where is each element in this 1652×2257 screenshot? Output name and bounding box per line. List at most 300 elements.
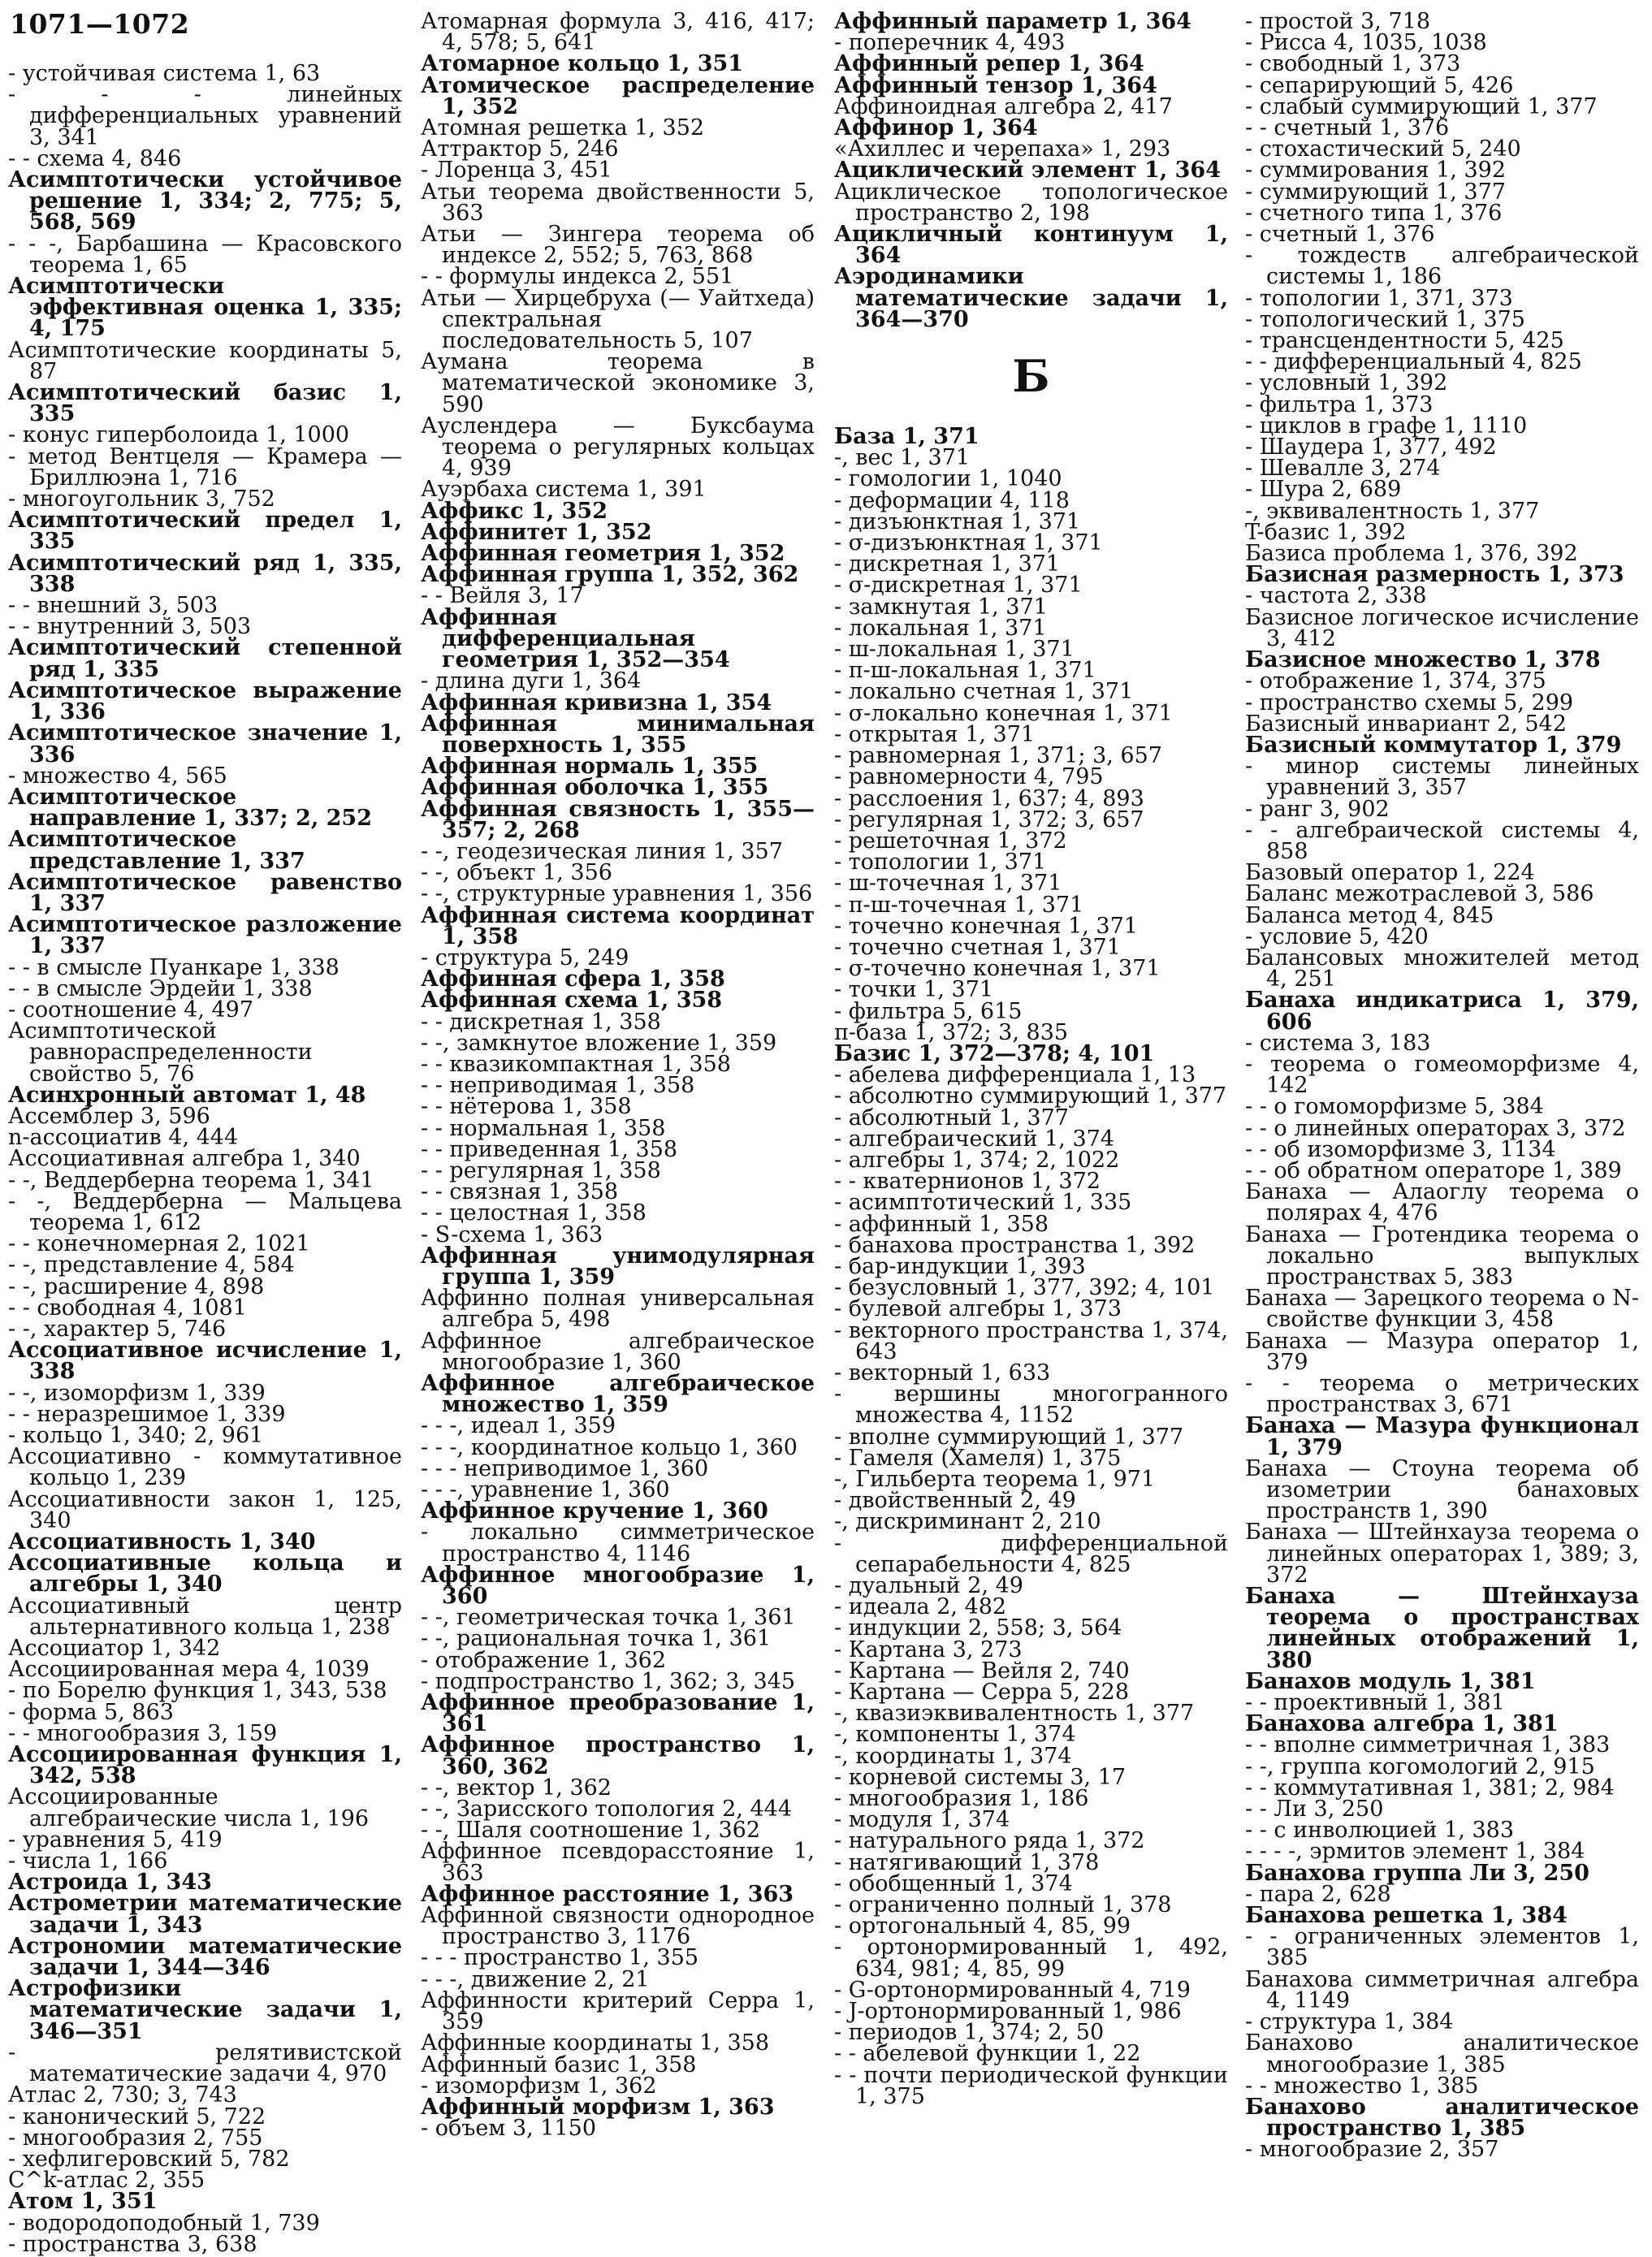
index-headword: Аффинное преобразование 1, 361 [421,1690,815,1737]
index-entry: - - с инволюцией 1, 383 [1245,1818,1515,1844]
index-entry: Ауэрбаха система 1, 391 [421,477,707,503]
index-headword: Базисная размерность 1, 373 [1245,562,1624,588]
index-entry: -, координаты 1, 374 [834,1743,1072,1769]
index-entry: - ш-точечная 1, 371 [834,871,1062,897]
index-entry: Ауслендера — Буксбаума теорема о регулярных кольцах 4, 939 [421,413,815,482]
index-entry: Ассоциативности закон 1, 125, 340 [8,1486,402,1533]
index-headword: Аффинный тензор 1, 364 [834,72,1157,98]
index-entry: - - неприводимая 1, 358 [421,1073,695,1099]
index-entry: - - алгебраической системы 4, 858 [1245,817,1639,864]
index-entry: Ассемблер 3, 596 [8,1103,210,1129]
index-entry: Ассоциированная мера 4, 1039 [8,1657,370,1683]
index-entry: - многообразия 1, 186 [834,1786,1089,1812]
index-entry: - -, объект 1, 356 [421,860,612,886]
index-entry: - - почти периодической функции 1, 375 [834,2062,1228,2109]
index-entry: n-ассоциатив 4, 444 [8,1125,239,1151]
index-entry: - локально счетная 1, 371 [834,679,1134,705]
index-headword: Банаха индикатриса 1, 379, 606 [1245,988,1639,1035]
index-entry: - - коммутативная 1, 381; 2, 984 [1245,1775,1615,1801]
index-entry: - - квазикомпактная 1, 358 [421,1051,731,1077]
index-entry: - -, Веддерберна — Мальцева теорема 1, 612 [8,1188,402,1235]
index-headword: Аффинная унимодулярная группа 1, 359 [421,1243,815,1290]
index-entry: - индукции 2, 558; 3, 564 [834,1615,1122,1641]
index-entry: «Ахиллес и черепаха» 1, 293 [834,136,1171,162]
index-entry: - вершины многогранного множества 4, 1152 [834,1381,1228,1429]
index-entry: Асимптотической равнораспределенности свойство 5, 76 [8,1018,313,1087]
index-entry: - Шура 2, 689 [1245,477,1402,503]
index-entry: - идеала 2, 482 [834,1594,1007,1620]
index-headword: Атом 1, 351 [8,2189,158,2215]
index-entry: - локальная 1, 371 [834,615,1047,641]
index-entry: - - -, Барбашина — Красовского теорема 1, 65 [8,231,402,278]
index-headword: Аффикс 1, 352 [421,498,608,524]
index-entry: - водородоподобный 1, 739 [8,2210,320,2236]
index-entry: Балансовых множителей метод 4, 251 [1245,945,1639,992]
index-entry: - - -, координатное кольцо 1, 360 [421,1434,798,1460]
index-entry: - точечно счетная 1, 371 [834,934,1121,960]
index-entry: - множество 4, 565 [8,763,227,789]
index-entry: - трансцендентности 5, 425 [1245,328,1564,354]
index-entry: - равномерная 1, 371; 3, 657 [834,743,1162,769]
index-entry: Базисное логическое исчисление 3, 412 [1245,604,1639,651]
index-headword: Банаха — Мазура функционал 1, 379 [1245,1413,1639,1460]
index-entry: - двойственный 2, 49 [834,1488,1076,1514]
index-entry: - расслоения 1, 637; 4, 893 [834,785,1144,811]
index-headword: Аффинор 1, 364 [834,115,1038,141]
index-entry: Баланса метод 4, 845 [1245,902,1494,928]
index-entry: Базовый оператор 1, 224 [1245,860,1535,886]
index-entry: - объем 3, 1150 [421,2116,597,2142]
index-entry: - - Вейля 3, 17 [421,583,584,609]
index-headword: Асимптотическое значение 1, 336 [8,720,402,767]
index-headword: Ациклический элемент 1, 364 [834,158,1221,184]
index-entry: - σ-точечно конечная 1, 371 [834,956,1161,982]
index-entry: - - внешний 3, 503 [8,593,218,619]
index-entry: - Картана — Серра 5, 228 [834,1680,1130,1706]
index-headword: Базисный коммутатор 1, 379 [1245,732,1622,758]
index-entry: Атьи теорема двойственности 5, 363 [421,179,815,226]
index-entry: - векторного пространства 1, 374, 643 [834,1317,1228,1364]
index-entry: - многообразие 2, 357 [1245,2137,1499,2163]
index-entry: - -, геодезическая линия 1, 357 [421,838,783,864]
index-entry: - - регулярная 1, 358 [421,1157,661,1183]
index-entry: - суммирования 1, 392 [1245,158,1507,184]
index-headword: Асимптотически устойчивое решение 1, 334; 2, 775; 5, 568, 569 [8,167,402,236]
index-entry: - - конечномерная 2, 1021 [8,1231,310,1257]
index-entry: - -, изоморфизм 1, 339 [8,1380,266,1406]
index-entry: - Рисса 4, 1035, 1038 [1245,30,1487,56]
index-headword: Аффинная минимальная поверхность 1, 355 [421,711,815,758]
index-entry: - ш-локальная 1, 371 [834,637,1075,663]
index-headword: Асинхронный автомат 1, 48 [8,1082,366,1108]
index-headword: Банаха — Штейнхауза теорема о пространствах линейных отображений 1, 380 [1245,1584,1639,1673]
index-entry: Атлас 2, 730; 3, 743 [8,2082,237,2108]
index-entry: - отображение 1, 362 [421,1647,667,1673]
index-entry: - - нормальная 1, 358 [421,1115,666,1141]
index-headword: Ацикличный континуум 1, 364 [834,222,1228,269]
index-entry: π-база 1, 372; 3, 835 [834,1019,1069,1045]
index-entry: - абсолютный 1, 377 [834,1105,1069,1131]
index-entry: - изоморфизм 1, 362 [421,2073,657,2099]
index-entry: - Картана 3, 273 [834,1637,1023,1662]
index-headword: Астрофизики математические задачи 1, 346—351 [8,1976,402,2044]
index-entry: - - связная 1, 358 [421,1179,619,1205]
index-entry: - замкнутая 1, 371 [834,594,1048,620]
index-entry: - ортонормированный 1, 492, 634, 981; 4, 85, 99 [834,1935,1228,1982]
index-entry: Атомарная формула 3, 416, 417; 4, 578; 5, 641 [421,9,815,56]
index-entry: - дискретная 1, 371 [834,551,1061,577]
index-entry: - топологии 1, 371 [834,850,1047,876]
index-headword: Атомическое распределение 1, 352 [421,72,815,119]
index-entry: - - об обратном операторе 1, 389 [1245,1157,1622,1183]
index-entry: - - абелевой функции 1, 22 [834,2041,1141,2067]
index-entry: - свободный 1, 373 [1245,51,1461,77]
index-entry: - бар-индукции 1, 393 [834,1253,1086,1279]
index-entry: - тождеств алгебраической системы 1, 186 [1245,243,1639,290]
index-entry: - равномерности 4, 795 [834,764,1104,790]
index-entry: - теорема о гомеоморфизме 4, 142 [1245,1051,1639,1099]
index-entry: -, эквивалентность 1, 377 [1245,498,1540,524]
index-entry: - - -, уравнение 1, 360 [421,1477,670,1503]
index-entry: - -, Веддерберна теорема 1, 341 [8,1167,374,1193]
index-column-2 [421,9,815,2142]
index-entry: Аффинности критерий Серра 1, 359 [421,1987,815,2035]
index-entry: - - в смысле Пуанкаре 1, 338 [8,954,339,980]
index-entry: - сепарирующий 5, 426 [1245,72,1514,98]
index-entry: - соотношение 4, 497 [8,997,254,1023]
index-entry: Банаха — Стоуна теорема об изометрии банаховых пространств 1, 390 [1245,1455,1639,1524]
index-entry: - Шаудера 1, 377, 492 [1245,435,1497,460]
index-entry: - абелева дифференциала 1, 13 [834,1062,1196,1088]
index-entry: - - -, идеал 1, 359 [421,1413,616,1439]
index-entry: - - о линейных операторах 3, 372 [1245,1115,1626,1141]
index-entry: Банахово аналитическое многообразие 1, 385 [1245,2030,1639,2078]
index-entry: - - - неприводимое 1, 360 [421,1455,709,1481]
index-entry: - корневой системы 3, 17 [834,1764,1127,1790]
index-entry: - - об изоморфизме 3, 1134 [1245,1136,1556,1162]
index-entry: Ассоциатор 1, 342 [8,1636,221,1662]
index-entry: -, дискриминант 2, 210 [834,1509,1101,1535]
index-entry: Атьи — Хирцебруха (— Уайтхеда) спектральная последовательность 5, 107 [421,285,815,354]
index-entry: Базисный инвариант 2, 542 [1245,711,1567,737]
index-entry: - алгебраический 1, 374 [834,1126,1114,1152]
index-entry: Банаха — Зарецкого теорема о N-свойстве функции 3, 458 [1245,1286,1639,1333]
index-entry: Аффиноидная алгебра 2, 417 [834,93,1173,119]
index-headword: Астрометрии математические задачи 1, 343 [8,1891,402,1938]
index-entry: - Гамеля (Хамеля) 1, 375 [834,1445,1122,1471]
index-entry: - - теорема о метрических пространствах 3, 671 [1245,1371,1639,1418]
index-entry: - пара 2, 628 [1245,1881,1391,1907]
index-entry: Аумана теорема в математической экономике 3, 590 [421,349,815,417]
index-entry: - стохастический 5, 240 [1245,136,1521,162]
index-entry: - ограниченно полный 1, 378 [834,1892,1172,1918]
index-entry: - - дискретная 1, 358 [421,1009,661,1035]
index-entry: - - приведенная 1, 358 [421,1136,678,1162]
index-entry: - алгебры 1, 374; 2, 1022 [834,1147,1120,1173]
index-entry: Банаха — Мазура оператор 1, 379 [1245,1328,1639,1375]
index-headword: Асимптотическое представление 1, 337 [8,827,305,874]
index-entry: - -, замкнутое вложение 1, 359 [421,1030,777,1056]
index-entry: - - многообразия 3, 159 [8,1720,278,1746]
index-headword: Асимптотический степенной ряд 1, 335 [8,635,402,682]
index-entry: - σ-дизъюнктная 1, 371 [834,530,1103,556]
index-entry: - минор системы линейных уравнений 3, 357 [1245,754,1639,801]
index-entry: - абсолютно суммирующий 1, 377 [834,1083,1227,1109]
index-entry: - периодов 1, 374; 2, 50 [834,2020,1105,2046]
index-entry: - устойчивая система 1, 63 [8,61,321,86]
index-entry: - конус гиперболоида 1, 1000 [8,422,350,448]
index-entry: - - в смысле Эрдейи 1, 338 [8,975,313,1001]
index-entry: - σ-дискретная 1, 371 [834,573,1083,599]
index-entry: Аффинно полная универсальная алгебра 5, 498 [421,1286,815,1333]
index-entry: - топологический 1, 375 [1245,306,1525,332]
index-entry: - асимптотический 1, 335 [834,1190,1132,1216]
index-headword: Асимптотический предел 1, 335 [8,508,402,555]
index-entry: - - нётерова 1, 358 [421,1094,632,1120]
index-headword: Аффинная связность 1, 355—357; 2, 268 [421,796,815,843]
index-entry: -, вес 1, 371 [834,445,971,471]
index-headword: Аффинный морфизм 1, 363 [421,2094,775,2120]
index-entry: - по Борелю функция 1, 343, 538 [8,1678,387,1704]
index-entry: - локально симметрическое пространство 4, 1146 [421,1520,815,1567]
index-headword: Базис 1, 372—378; 4, 101 [834,1040,1155,1066]
index-entry: - π-ш-точечная 1, 371 [834,892,1084,918]
index-entry: Банахова симметричная алгебра 4, 1149 [1245,1966,1639,2013]
index-entry: Аффинное псевдорасстояние 1, 363 [421,1839,815,1886]
index-entry: - дуальный 2, 49 [834,1573,1023,1599]
index-entry: - модуля 1, 374 [834,1807,1010,1833]
index-headword: Астроида 1, 343 [8,1870,212,1896]
index-entry: - многообразия 2, 755 [8,2125,263,2151]
index-headword: Аффинная система координат 1, 358 [421,902,815,949]
index-headword: Астрономии математические задачи 1, 344—346 [8,1933,402,1981]
index-headword: Ассоциированная функция 1, 342, 538 [8,1742,402,1789]
index-entry: - обобщенный 1, 374 [834,1870,1073,1896]
index-headword: Аффинное пространство 1, 360, 362 [421,1732,815,1779]
index-entry: - точечно конечная 1, 371 [834,913,1138,939]
index-entry: - S-схема 1, 363 [421,1221,603,1247]
index-entry: - многоугольник 3, 752 [8,486,275,512]
index-entry: - - множество 1, 385 [1245,2073,1479,2099]
index-entry: - гомологии 1, 1040 [834,466,1062,492]
index-entry: - Шевалле 3, 274 [1245,456,1441,482]
index-column-3 [834,11,1228,2136]
index-entry: - канонический 5, 722 [8,2104,266,2129]
index-entry: - G-ортонормированный 4, 719 [834,1977,1191,2003]
index-entry: C^k-атлас 2, 355 [8,2168,205,2194]
index-entry: - пространства 3, 638 [8,2231,257,2257]
index-entry: - натурального ряда 1, 372 [834,1828,1145,1854]
index-entry: - циклов в графе 1, 1110 [1245,413,1528,439]
index-entry: Аффинный базис 1, 358 [421,2052,697,2078]
index-headword: Асимптотический базис 1, 335 [8,380,402,427]
index-entry: Банаха — Алаоглу теорема о полярах 4, 476 [1245,1179,1639,1226]
index-headword: Асимптотический ряд 1, 335, 338 [8,550,402,597]
index-entry: - аффинный 1, 358 [834,1211,1049,1237]
index-headword: Банахова алгебра 1, 381 [1245,1711,1559,1737]
index-headword: Аффинная группа 1, 352, 362 [421,562,799,588]
index-entry: - -, геометрическая точка 1, 361 [421,1605,796,1631]
index-headword: Аффинное расстояние 1, 363 [421,1881,794,1907]
index-entry: - форма 5, 863 [8,1699,174,1725]
index-entry: - -, Шаля соотношение 1, 362 [421,1818,760,1844]
index-entry: - решеточная 1, 372 [834,828,1067,854]
index-entry: - - о гомоморфизме 5, 384 [1245,1094,1544,1120]
index-entry: - - вполне симметричная 1, 383 [1245,1732,1611,1758]
index-entry: - открытая 1, 371 [834,721,1036,747]
index-entry: - слабый суммирующий 1, 377 [1245,93,1598,119]
index-entry: - - внутренний 3, 503 [8,614,252,640]
index-entry: - - Ли 3, 250 [1245,1797,1384,1822]
index-headword: Аффинный репер 1, 364 [834,51,1144,77]
index-entry: - Картана — Вейля 2, 740 [834,1658,1130,1684]
index-headword: Асимптотически эффективная оценка 1, 335; 4, 175 [8,274,402,342]
index-entry: - - счетный 1, 376 [1245,115,1450,141]
index-entry: - -, расширение 4, 898 [8,1273,265,1299]
index-headword: Аффинная оболочка 1, 355 [421,775,769,801]
index-entry: - банахова пространства 1, 392 [834,1232,1196,1258]
index-entry: - фильтра 1, 373 [1245,391,1434,417]
index-headword: База 1, 371 [834,424,980,450]
index-entry: - подпространство 1, 362; 3, 345 [421,1668,796,1694]
index-headword: Банахово аналитическое пространство 1, 385 [1245,2094,1639,2142]
index-entry: - - неразрешимое 1, 339 [8,1401,286,1427]
index-entry: - -, структурные уравнения 1, 356 [421,881,813,907]
index-headword: Ассоциативность 1, 340 [8,1529,316,1555]
index-headword: Аффинная геометрия 1, 352 [421,541,785,567]
index-entry: Баланс межотраслевой 3, 586 [1245,881,1594,907]
index-entry: - Лоренца 3, 451 [421,158,612,184]
index-column-1 [8,61,402,2257]
index-headword: Аффинная нормаль 1, 355 [421,754,759,780]
index-headword: Аффинный параметр 1, 364 [834,9,1191,34]
index-headword: Атомарное кольцо 1, 351 [421,51,744,77]
index-entry: - ортогональный 4, 85, 99 [834,1913,1131,1939]
index-entry: - условие 5, 420 [1245,923,1429,949]
index-headword: Аффинное кручение 1, 360 [421,1498,768,1524]
index-entry: - топологии 1, 371, 373 [1245,285,1513,311]
index-entry: - кольцо 1, 340; 2, 961 [8,1423,264,1448]
index-entry: T-базис 1, 392 [1245,519,1407,545]
page-number: 1071—1072 [10,8,190,40]
index-headword: Аффинная кривизна 1, 354 [421,690,772,716]
index-entry: - - проективный 1, 381 [1245,1690,1505,1716]
index-headword: Аэродинамики математические задачи 1, 364—370 [834,264,1228,332]
index-entry: Банаха — Гротендика теорема о локально выпуклых пространствах 5, 383 [1245,1221,1639,1290]
index-entry: - булевой алгебры 1, 373 [834,1296,1122,1322]
index-entry: - суммирующий 1, 377 [1245,179,1506,205]
index-entry: Ассоциированные алгебраические числа 1, 196 [8,1784,370,1831]
index-entry: - - схема 4, 846 [8,145,182,171]
index-entry: - релятивистской математические задачи 4, 970 [8,2039,402,2087]
index-entry: - -, вектор 1, 362 [421,1775,612,1801]
index-entry: - -, рациональная точка 1, 361 [421,1626,772,1652]
index-headword: Аффинная сфера 1, 358 [421,966,725,992]
index-entry: - - - линейных дифференциальных уравнений 3, 341 [8,82,402,150]
index-entry: - счетный 1, 376 [1245,222,1435,248]
index-entry: - точки 1, 371 [834,977,994,1003]
index-entry: - -, Зарисского топология 2, 444 [421,1797,793,1822]
index-entry: - - свободная 4, 1081 [8,1295,247,1321]
index-headword: Аффинная дифференциальная геометрия 1, 352—354 [421,604,730,673]
index-entry: - вполне суммирующий 1, 377 [834,1424,1184,1450]
index-entry: - поперечник 4, 493 [834,30,1066,56]
index-entry: - уравнения 5, 419 [8,1827,223,1853]
index-entry: - - - -, эрмитов элемент 1, 384 [1245,1839,1585,1865]
index-entry: Асимптотические координаты 5, 87 [8,337,402,384]
index-entry: - простой 3, 718 [1245,9,1431,34]
index-entry: - деформации 4, 118 [834,487,1070,513]
index-headword: Аффинитет 1, 352 [421,519,652,545]
index-entry: Ассоциативно - коммутативное кольцо 1, 239 [8,1444,402,1491]
index-entry: - - целостная 1, 358 [421,1200,647,1226]
index-entry: - - дифференциальный 4, 825 [1245,349,1582,375]
index-entry: Банаха — Штейнхауза теорема о линейных операторах 1, 389; 3, 372 [1245,1520,1639,1588]
index-entry: - числа 1, 166 [8,1848,168,1874]
index-entry: - счетного типа 1, 376 [1245,200,1503,226]
index-entry: - дизъюнктная 1, 371 [834,508,1081,534]
index-entry: - - кватернионов 1, 372 [834,1169,1101,1195]
index-entry: Аффинной связности однородное пространство 3, 1176 [421,1903,815,1950]
index-entry: Аттрактор 5, 246 [421,136,619,162]
index-entry: - система 3, 183 [1245,1030,1431,1056]
index-headword: Банахова группа Ли 3, 250 [1245,1860,1589,1886]
index-entry: - структура 5, 249 [421,945,629,971]
index-entry: Ассоциативный центр альтернативного кольца 1, 238 [8,1593,402,1640]
index-entry: - J-ортонормированный 1, 986 [834,1999,1182,2025]
index-headword: Асимптотическое равенство 1, 337 [8,869,402,916]
index-entry: - -, группа когомологий 2, 915 [1245,1753,1595,1779]
index-entry: - безусловный 1, 377, 392; 4, 101 [834,1275,1215,1301]
index-entry: - векторный 1, 633 [834,1360,1051,1386]
index-entry: - регулярная 1, 372; 3, 657 [834,806,1144,832]
section-heading: Б [1012,350,1050,403]
index-entry: Атомная решетка 1, 352 [421,115,705,141]
index-entry: - ранг 3, 902 [1245,796,1390,822]
index-headword: Асимптотическое направление 1, 337; 2, 252 [8,784,372,832]
index-entry: - фильтра 5, 615 [834,998,1023,1024]
index-entry: - - формулы индекса 2, 551 [421,264,734,290]
index-entry: - метод Вентцеля — Крамера — Бриллюэна 1, 716 [8,443,402,491]
index-entry: - пространство схемы 5, 299 [1245,690,1574,716]
index-headword: Аффинное многообразие 1, 360 [421,1562,815,1610]
index-entry: Ациклическое топологическое пространство 2, 198 [834,179,1228,226]
index-entry: - - - пространство 1, 355 [421,1945,699,1971]
index-entry: Аффинные координаты 1, 358 [421,2030,770,2056]
index-entry: - -, представление 4, 584 [8,1252,295,1278]
index-entry: Базиса проблема 1, 376, 392 [1245,541,1578,567]
index-entry: - π-ш-локальная 1, 371 [834,658,1096,684]
index-column-4 [1245,9,1639,2163]
index-entry: - σ-локально конечная 1, 371 [834,700,1173,726]
index-entry: - хефлигеровский 5, 782 [8,2146,290,2172]
index-headword: Базисное множество 1, 378 [1245,647,1601,673]
index-headword: Асимптотическое выражение 1, 336 [8,677,402,725]
index-entry: - условный 1, 392 [1245,370,1448,396]
index-entry: - - ограниченных элементов 1, 385 [1245,1924,1639,1971]
index-entry: - натягивающий 1, 378 [834,1849,1100,1875]
index-entry: - отображение 1, 374, 375 [1245,668,1546,694]
index-entry: Ассоциативная алгебра 1, 340 [8,1146,361,1172]
index-entry: -, Гильберта теорема 1, 971 [834,1467,1156,1492]
index-entry: Аффинное алгебраическое многообразие 1, 360 [421,1328,815,1375]
index-headword: Банахова решетка 1, 384 [1245,1903,1568,1929]
index-entry: - -, характер 5, 746 [8,1316,227,1342]
index-entry: Атьи — Зингера теорема об индексе 2, 552; 5, 763, 868 [421,222,815,269]
index-headword: Ассоциативное исчисление 1, 338 [8,1338,402,1385]
index-entry: - частота 2, 338 [1245,583,1427,609]
index-headword: Асимптотическое разложение 1, 337 [8,912,402,959]
